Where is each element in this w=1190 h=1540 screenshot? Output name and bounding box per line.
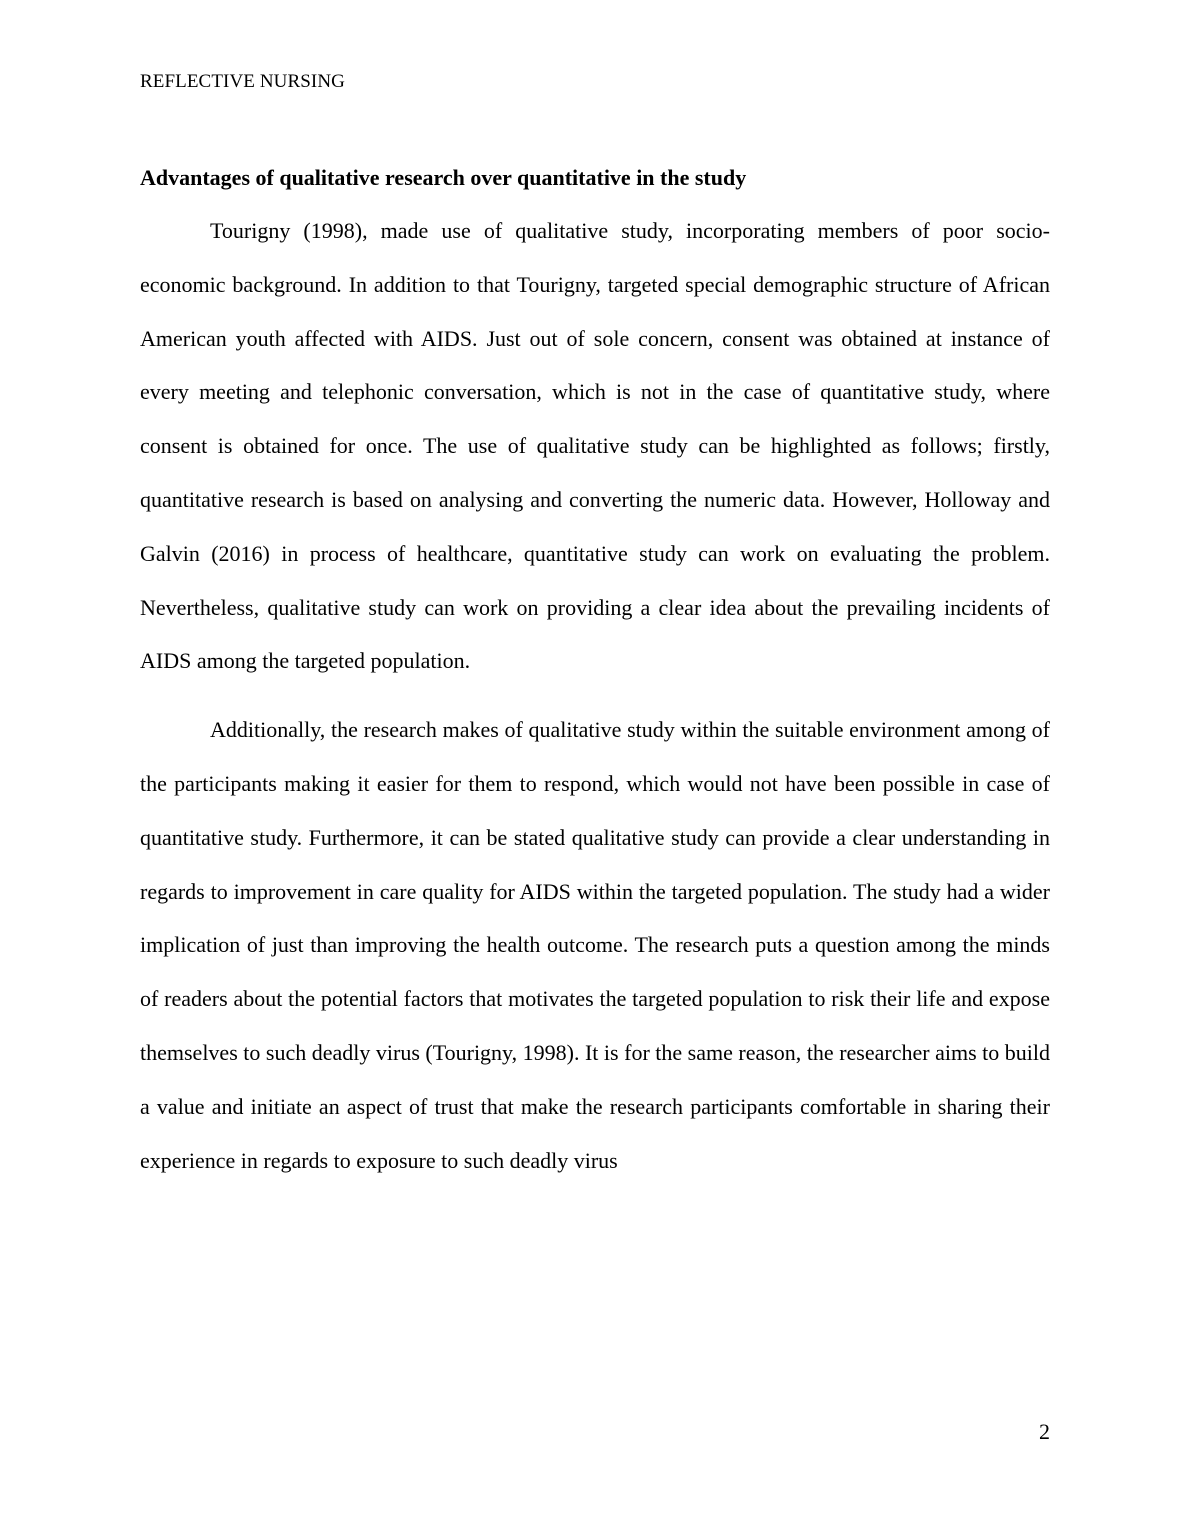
body-paragraph-1: Tourigny (1998), made use of qualitative study, incorporating members of poor socio-economic background. In addition to that Tourigny, targeted special demographic structure of African American youth affected with AIDS. Just out of sole concern, consent was obtained at instance of every meeting and telephonic conversation, which is not in the case of quantitative study, where consent is obtained for once. The use of qualitative study can be highlighted as follows; firstly, quantitative research is based on analysing and converting the numeric data. However, Holloway and Galvin (2016) in process of healthcare, quantitative study can work on evaluating the problem. Nevertheless, qualitative study can work on providing a clear idea about the prevailing incidents of AIDS among the targeted population. (140, 218, 1050, 674)
running-head: REFLECTIVE NURSING (140, 71, 345, 92)
section-heading: Advantages of qualitative research over quantitative in the study (140, 165, 747, 190)
body-paragraph-2: Additionally, the research makes of qualitative study within the suitable environment among of the participants making it easier for them to respond, which would not have been possible in case of quantitative study. Furthermore, it can be stated qualitative study can provide a clear understanding in regards to improvement in care quality for AIDS within the targeted population. The study had a wider implication of just than improving the health outcome. The research puts a question among the minds of readers about the potential factors that motivates the targeted population to risk their life and expose themselves to such deadly virus (Tourigny, 1998). It is for the same reason, the researcher aims to build a value and initiate an aspect of trust that make the research participants comfortable in sharing their experience in regards to exposure to such deadly virus (140, 717, 1050, 1173)
page-number: 2 (1039, 1419, 1050, 1444)
page-content (140, 164, 1050, 1187)
